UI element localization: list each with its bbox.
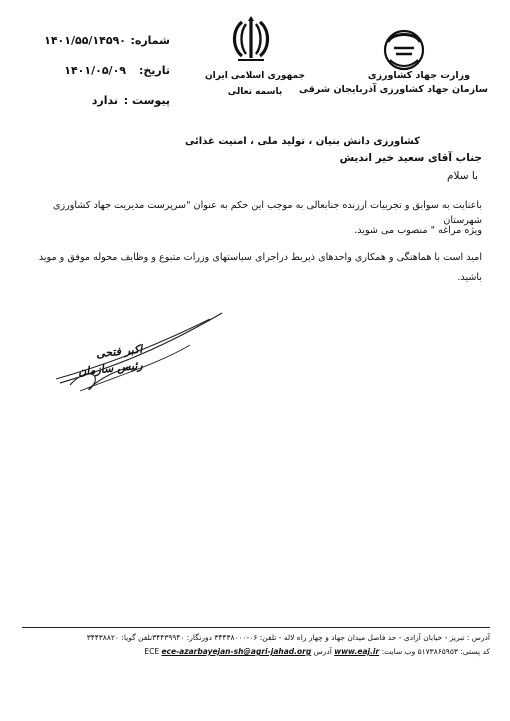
number-value: ۱۴۰۱/۵۵/۱۴۵۹۰: [44, 34, 126, 47]
paragraph-1-line-2: ویژه مراغه " منصوب می شوید.: [354, 225, 482, 236]
ministry-logo-icon: [380, 28, 428, 72]
date-value: ۱۴۰۱/۰۵/۰۹: [64, 64, 126, 77]
footer-address: آدرس : تبریز - خیابان آزادی - حد فاصل میدان جهاد و چهار راه لاله - تلفن: ۰۶-۳۴۴۳۸۰۰۰ دورنگار: ۳۴۴۳۹۹۴۰تلفن گویا: ۳۴۴۳۸۸۲۰: [86, 633, 490, 642]
date-label: تاریخ:: [138, 64, 170, 77]
ministry-name: وزارت جهاد کشاورزی: [367, 70, 470, 81]
email-label: آدرس ECE: [144, 647, 332, 656]
attachment-value: ندارد: [91, 94, 118, 107]
signer-title: رئیس سازمان: [77, 358, 144, 379]
paragraph-1-line-1: باعنایت به سوابق و تجربیات ارزنده جنابعالی به موجب این حکم به عنوان "سرپرست مدیریت جهاد کشاورزی شهرستان: [52, 200, 482, 226]
bismillah: باسمه تعالی: [227, 87, 283, 97]
letter-subject: کشاورزی دانش بنیان ، تولید ملی ، امنیت غذائی: [184, 136, 420, 147]
signer-name: اکبر فتحی: [95, 342, 143, 361]
email-link[interactable]: ece-azarbayejan-sh@agri-jahad.org: [161, 647, 312, 656]
paragraph-2-line-1: امید است با هماهنگی و همکاری واحدهای ذیربط دراجرای سیاستهای وزرات متبوع و وظایف محوله موفق و موید: [38, 252, 482, 263]
greeting: با سلام: [446, 170, 478, 182]
attachment-label: پیوست :: [123, 94, 170, 107]
number-label: شماره:: [130, 34, 170, 47]
paragraph-2-line-2: باشید.: [457, 272, 482, 283]
organization-name: سازمان جهاد کشاورزی آذربایجان شرقی: [299, 84, 488, 95]
iran-emblem-icon: [228, 14, 274, 64]
recipient: جناب آقای سعید خیر اندیش: [339, 152, 482, 164]
footer-divider: [22, 627, 490, 628]
footer-contact: [144, 647, 490, 656]
website-link[interactable]: www.eaj.ir: [334, 647, 380, 656]
footer-postal: کد پستی: ۵۱۷۳۸۶۵۹۵۳ وب سایت:: [381, 647, 490, 656]
country-name: جمهوری اسلامی ایران: [204, 71, 306, 81]
